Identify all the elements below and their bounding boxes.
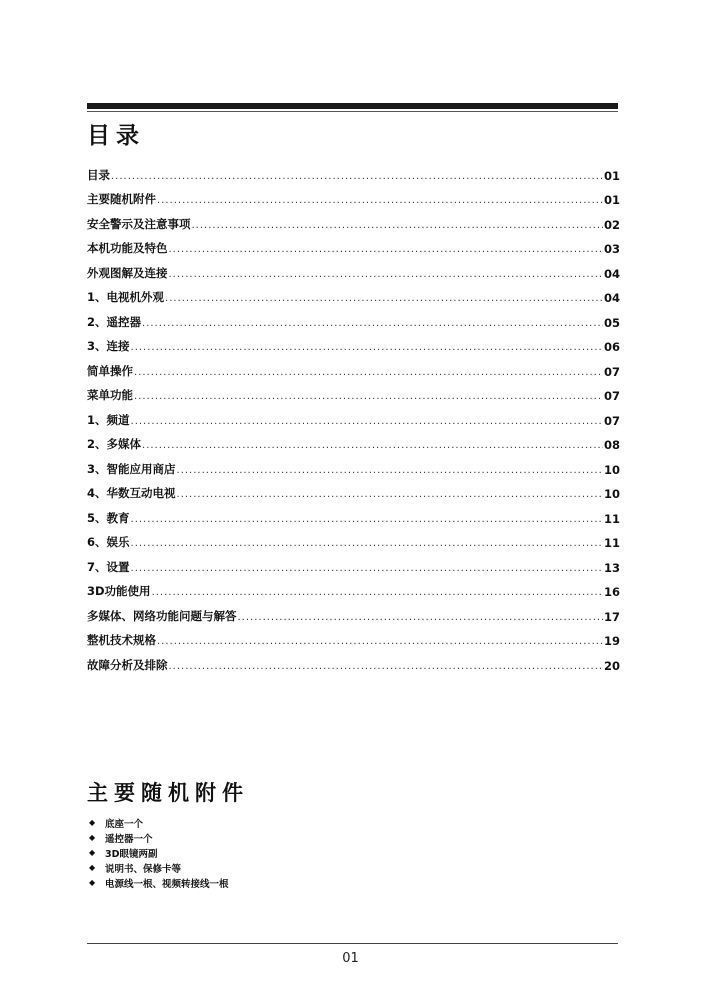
toc-entry-page: 11 [603,536,620,550]
toc-entry[interactable] [87,477,620,502]
toc-leader-dots [142,318,603,330]
toc-leader-dots [177,489,603,501]
toc-entry-label: 3、连接 [87,339,130,353]
toc-entry-label: 外观图解及连接 [87,265,168,280]
toc-entry-page: 16 [603,585,620,599]
toc-entry[interactable] [87,354,620,379]
toc-entry[interactable] [87,575,620,600]
toc-entry-label: 3D功能使用 [87,584,151,598]
toc-entry[interactable] [87,526,620,551]
toc-entry-page: 07 [603,389,620,403]
toc-entry-label: 2、多媒体 [87,437,142,451]
accessory-item [89,830,229,845]
diamond-bullet-icon: ◆ [89,818,96,827]
toc-leader-dots [142,440,603,452]
toc-leader-dots [169,244,603,256]
toc-entry-page: 06 [603,340,620,354]
diamond-bullet-icon: ◆ [89,848,96,857]
toc-entry-page: 19 [603,634,620,648]
toc-entry[interactable] [87,330,620,355]
page-number: 01 [342,951,359,966]
toc-entry[interactable] [87,501,620,526]
toc-entry[interactable] [87,550,620,575]
diamond-bullet-icon: ◆ [89,833,96,842]
toc-entry-label: 6、娱乐 [87,535,130,549]
accessory-label: 说明书、保修卡等 [105,863,182,875]
toc-entry-page: 10 [603,462,620,477]
toc-entry-label: 5、教育 [87,510,130,525]
toc-entry[interactable] [87,232,620,257]
toc-entry-label: 1、频道 [87,412,130,427]
toc-entry-label: 多媒体、网络功能问题与解答 [87,608,237,623]
toc-entry-label: 1、电视机外观 [87,290,165,304]
toc-leader-dots [192,220,603,232]
toc-entry-page: 05 [603,315,620,330]
toc-entry[interactable] [87,158,620,183]
toc-entry-label: 本机功能及特色 [87,241,168,255]
toc-entry-page: 20 [603,658,620,673]
accessory-item [89,815,229,830]
toc-leader-dots [111,171,603,183]
toc-entry-page: 02 [603,217,620,232]
toc-entry-label: 整机技术规格 [87,633,156,647]
toc-entry[interactable] [87,256,620,281]
toc-leader-dots [177,465,603,477]
toc-entry-page: 07 [603,413,620,428]
toc-entry-page: 04 [603,291,620,305]
toc-entry[interactable] [87,599,620,624]
toc-entry[interactable] [87,403,620,428]
toc-entry-label: 主要随机附件 [87,192,156,206]
toc-entry-label: 简单操作 [87,363,133,378]
toc-entry-page: 17 [603,609,620,624]
toc-leader-dots [157,636,603,648]
toc-entry[interactable] [87,305,620,330]
accessories-list [89,815,229,890]
toc-entry[interactable] [87,428,620,453]
toc-entry[interactable] [87,379,620,404]
toc-entry-page: 03 [603,242,620,256]
top-rule [87,103,618,109]
accessory-item [89,860,229,875]
toc-entry-page: 07 [603,364,620,379]
toc-entry-label: 安全警示及注意事项 [87,216,191,231]
accessory-label: 3D眼镜两副 [105,848,158,860]
toc-entry[interactable] [87,183,620,208]
toc-leader-dots [165,293,603,305]
accessory-label: 遥控器一个 [105,833,153,845]
toc-leader-dots [131,538,603,550]
toc-list [87,158,620,673]
toc-entry-label: 2、遥控器 [87,314,142,329]
accessory-label: 电源线一根、视频转接线一根 [105,878,229,890]
toc-entry[interactable] [87,452,620,477]
toc-entry[interactable] [87,207,620,232]
toc-entry-label: 菜单功能 [87,388,133,402]
toc-entry-page: 01 [603,168,620,183]
toc-entry-label: 3、智能应用商店 [87,461,176,476]
toc-entry-page: 13 [603,560,620,575]
toc-leader-dots [169,661,603,673]
toc-entry[interactable] [87,624,620,649]
diamond-bullet-icon: ◆ [89,878,96,887]
toc-entry-page: 10 [603,487,620,501]
toc-entry[interactable] [87,281,620,306]
bottom-rule [87,943,618,944]
toc-leader-dots [131,416,603,428]
accessory-item [89,845,229,860]
accessories-title: 主要随机附件 [87,781,249,805]
toc-leader-dots [131,563,603,575]
toc-entry-label: 故障分析及排除 [87,657,168,672]
toc-leader-dots [157,195,603,207]
toc-leader-dots [134,367,603,379]
toc-title: 目录 [87,123,145,149]
toc-leader-dots [131,514,603,526]
toc-entry[interactable] [87,648,620,673]
toc-leader-dots [152,587,603,599]
top-rule-thin [87,111,618,112]
toc-leader-dots [131,342,603,354]
toc-entry-label: 4、华数互动电视 [87,486,176,500]
toc-leader-dots [238,612,603,624]
toc-entry-page: 04 [603,266,620,281]
toc-entry-page: 01 [603,193,620,207]
toc-leader-dots [134,391,603,403]
diamond-bullet-icon: ◆ [89,863,96,872]
toc-entry-page: 11 [603,511,620,526]
toc-entry-label: 目录 [87,167,110,182]
accessory-item [89,875,229,890]
accessory-label: 底座一个 [105,818,144,830]
toc-entry-page: 08 [603,438,620,452]
toc-entry-label: 7、设置 [87,559,130,574]
toc-leader-dots [169,269,603,281]
